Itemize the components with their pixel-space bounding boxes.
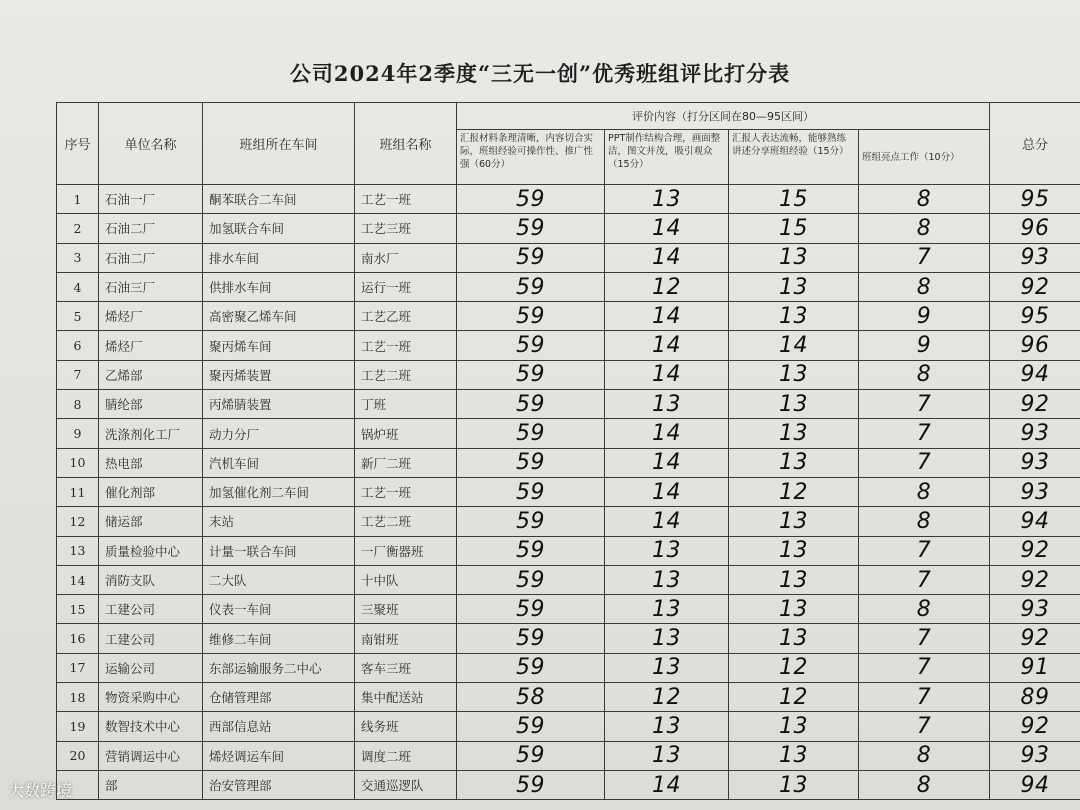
score-material: 59 <box>457 624 605 653</box>
table-row <box>57 712 1080 741</box>
workshop-name: 动力分厂 <box>203 419 355 448</box>
workshop-name: 治安管理部 <box>203 770 355 799</box>
workshop-name: 西部信息站 <box>203 712 355 741</box>
score-total: 92 <box>990 536 1080 565</box>
score-highlight: 7 <box>859 712 990 741</box>
score-total: 93 <box>990 419 1080 448</box>
score-ppt: 13 <box>605 185 729 214</box>
watermark: 大数跨境 <box>8 781 73 800</box>
header-criterion-3: 汇报人表达流畅，能够熟练讲述分享班组经验（15分） <box>729 130 859 185</box>
table-row <box>57 448 1080 477</box>
score-presenter: 13 <box>729 360 859 389</box>
unit-name: 营销调运中心 <box>99 741 203 770</box>
table-row <box>57 595 1080 624</box>
table-row <box>57 185 1080 214</box>
table-row <box>57 360 1080 389</box>
score-ppt: 14 <box>605 360 729 389</box>
team-name: 锅炉班 <box>355 419 457 448</box>
score-highlight: 7 <box>859 624 990 653</box>
header-total: 总分 <box>990 103 1080 185</box>
score-material: 59 <box>457 507 605 536</box>
table-row <box>57 507 1080 536</box>
team-name: 工艺二班 <box>355 507 457 536</box>
team-name: 南水厂 <box>355 243 457 272</box>
score-material: 59 <box>457 360 605 389</box>
score-presenter: 13 <box>729 272 859 301</box>
row-no: 14 <box>57 565 99 594</box>
row-no: 4 <box>57 272 99 301</box>
score-total: 93 <box>990 243 1080 272</box>
score-total: 94 <box>990 507 1080 536</box>
table-row <box>57 624 1080 653</box>
score-highlight: 8 <box>859 595 990 624</box>
score-presenter: 13 <box>729 419 859 448</box>
score-ppt: 14 <box>605 448 729 477</box>
score-total: 96 <box>990 214 1080 243</box>
score-presenter: 13 <box>729 770 859 799</box>
score-total: 95 <box>990 185 1080 214</box>
score-ppt: 14 <box>605 331 729 360</box>
page-title: 公司2024年2季度“三无一创”优秀班组评比打分表 <box>289 61 791 86</box>
workshop-name: 计量一联合车间 <box>203 536 355 565</box>
team-name: 工艺二班 <box>355 360 457 389</box>
row-no: 18 <box>57 683 99 712</box>
table-row <box>57 741 1080 770</box>
workshop-name: 聚丙烯车间 <box>203 331 355 360</box>
team-name: 工艺乙班 <box>355 302 457 331</box>
score-ppt: 14 <box>605 477 729 506</box>
row-no: 1 <box>57 185 99 214</box>
row-no: 11 <box>57 477 99 506</box>
unit-name: 部 <box>99 770 203 799</box>
team-name: 一厂衡器班 <box>355 536 457 565</box>
score-total: 93 <box>990 477 1080 506</box>
score-material: 59 <box>457 214 605 243</box>
table-row <box>57 536 1080 565</box>
score-highlight: 8 <box>859 507 990 536</box>
score-ppt: 13 <box>605 390 729 419</box>
score-highlight: 7 <box>859 565 990 594</box>
score-presenter: 12 <box>729 653 859 682</box>
team-name: 交通巡逻队 <box>355 770 457 799</box>
score-ppt: 13 <box>605 536 729 565</box>
unit-name: 储运部 <box>99 507 203 536</box>
score-material: 59 <box>457 477 605 506</box>
score-presenter: 14 <box>729 331 859 360</box>
row-no: 20 <box>57 741 99 770</box>
row-no: 6 <box>57 331 99 360</box>
score-presenter: 15 <box>729 214 859 243</box>
score-material: 59 <box>457 536 605 565</box>
team-name: 新厂二班 <box>355 448 457 477</box>
table-row <box>57 214 1080 243</box>
score-ppt: 13 <box>605 595 729 624</box>
score-highlight: 8 <box>859 770 990 799</box>
score-highlight: 8 <box>859 185 990 214</box>
score-presenter: 15 <box>729 185 859 214</box>
workshop-name: 汽机车间 <box>203 448 355 477</box>
score-total: 94 <box>990 770 1080 799</box>
score-ppt: 13 <box>605 653 729 682</box>
workshop-name: 酮苯联合二车间 <box>203 185 355 214</box>
score-presenter: 13 <box>729 565 859 594</box>
row-no: 15 <box>57 595 99 624</box>
table-row <box>57 770 1080 799</box>
unit-name: 洗涤剂化工厂 <box>99 419 203 448</box>
workshop-name: 丙烯腈装置 <box>203 390 355 419</box>
score-ppt: 13 <box>605 565 729 594</box>
score-material: 59 <box>457 331 605 360</box>
score-highlight: 8 <box>859 214 990 243</box>
score-highlight: 7 <box>859 419 990 448</box>
score-material: 59 <box>457 741 605 770</box>
workshop-name: 维修二车间 <box>203 624 355 653</box>
score-ppt: 13 <box>605 624 729 653</box>
score-ppt: 12 <box>605 683 729 712</box>
workshop-name: 仪表一车间 <box>203 595 355 624</box>
unit-name: 石油二厂 <box>99 214 203 243</box>
score-material: 59 <box>457 302 605 331</box>
score-ppt: 14 <box>605 214 729 243</box>
workshop-name: 仓储管理部 <box>203 683 355 712</box>
table-row <box>57 390 1080 419</box>
workshop-name: 加氢联合车间 <box>203 214 355 243</box>
unit-name: 数智技术中心 <box>99 712 203 741</box>
workshop-name: 加氢催化剂二车间 <box>203 477 355 506</box>
team-name: 客车三班 <box>355 653 457 682</box>
header-team: 班组名称 <box>355 103 457 185</box>
unit-name: 催化剂部 <box>99 477 203 506</box>
team-name: 运行一班 <box>355 272 457 301</box>
score-material: 59 <box>457 653 605 682</box>
score-highlight: 7 <box>859 243 990 272</box>
score-material: 59 <box>457 448 605 477</box>
score-material: 58 <box>457 683 605 712</box>
score-material: 59 <box>457 272 605 301</box>
header-workshop: 班组所在车间 <box>203 103 355 185</box>
unit-name: 质量检验中心 <box>99 536 203 565</box>
score-ppt: 14 <box>605 770 729 799</box>
score-ppt: 14 <box>605 243 729 272</box>
score-presenter: 13 <box>729 448 859 477</box>
score-total: 93 <box>990 741 1080 770</box>
team-name: 南钳班 <box>355 624 457 653</box>
team-name: 集中配送站 <box>355 683 457 712</box>
unit-name: 运输公司 <box>99 653 203 682</box>
workshop-name: 高密聚乙烯车间 <box>203 302 355 331</box>
header-no: 序号 <box>57 103 99 185</box>
unit-name: 热电部 <box>99 448 203 477</box>
score-material: 59 <box>457 770 605 799</box>
unit-name: 消防支队 <box>99 565 203 594</box>
score-ppt: 13 <box>605 712 729 741</box>
score-presenter: 13 <box>729 536 859 565</box>
header-criterion-2: PPT制作结构合理，画面整洁，图文并茂，吸引观众（15分） <box>605 130 729 185</box>
team-name: 三聚班 <box>355 595 457 624</box>
table-row <box>57 477 1080 506</box>
score-total: 95 <box>990 302 1080 331</box>
team-name: 线务班 <box>355 712 457 741</box>
workshop-name: 二大队 <box>203 565 355 594</box>
unit-name: 腈纶部 <box>99 390 203 419</box>
score-highlight: 7 <box>859 683 990 712</box>
score-total: 92 <box>990 390 1080 419</box>
row-no: 3 <box>57 243 99 272</box>
row-no: 12 <box>57 507 99 536</box>
score-material: 59 <box>457 595 605 624</box>
row-no: 9 <box>57 419 99 448</box>
team-name: 工艺一班 <box>355 477 457 506</box>
team-name: 十中队 <box>355 565 457 594</box>
score-highlight: 8 <box>859 272 990 301</box>
score-total: 92 <box>990 565 1080 594</box>
unit-name: 乙烯部 <box>99 360 203 389</box>
workshop-name: 末站 <box>203 507 355 536</box>
score-ppt: 13 <box>605 741 729 770</box>
header-unit: 单位名称 <box>99 103 203 185</box>
row-no: 13 <box>57 536 99 565</box>
unit-name: 物资采购中心 <box>99 683 203 712</box>
score-total: 94 <box>990 360 1080 389</box>
score-total: 92 <box>990 712 1080 741</box>
team-name: 工艺三班 <box>355 214 457 243</box>
team-name: 工艺一班 <box>355 331 457 360</box>
score-highlight: 9 <box>859 331 990 360</box>
team-name: 工艺一班 <box>355 185 457 214</box>
score-presenter: 13 <box>729 712 859 741</box>
row-no: 8 <box>57 390 99 419</box>
row-no: 7 <box>57 360 99 389</box>
row-no: 10 <box>57 448 99 477</box>
score-presenter: 13 <box>729 741 859 770</box>
table-row <box>57 653 1080 682</box>
team-name: 调度二班 <box>355 741 457 770</box>
header-row-group <box>57 103 1080 130</box>
header-criterion-4: 班组亮点工作（10分） <box>859 130 990 185</box>
table-row <box>57 419 1080 448</box>
score-highlight: 9 <box>859 302 990 331</box>
header-eval-group: 评价内容（打分区间在80—95区间） <box>457 103 990 130</box>
score-total: 89 <box>990 683 1080 712</box>
row-no: 5 <box>57 302 99 331</box>
table-body <box>57 185 1080 800</box>
row-no: 2 <box>57 214 99 243</box>
row-no: 17 <box>57 653 99 682</box>
unit-name: 石油一厂 <box>99 185 203 214</box>
score-material: 59 <box>457 712 605 741</box>
table-row <box>57 302 1080 331</box>
score-material: 59 <box>457 185 605 214</box>
unit-name: 烯烃厂 <box>99 302 203 331</box>
score-ppt: 12 <box>605 272 729 301</box>
workshop-name: 东部运输服务二中心 <box>203 653 355 682</box>
table-row <box>57 683 1080 712</box>
score-total: 91 <box>990 653 1080 682</box>
score-highlight: 7 <box>859 390 990 419</box>
score-material: 59 <box>457 419 605 448</box>
score-presenter: 13 <box>729 507 859 536</box>
score-highlight: 8 <box>859 477 990 506</box>
table-row <box>57 565 1080 594</box>
table-row <box>57 243 1080 272</box>
score-presenter: 13 <box>729 624 859 653</box>
score-presenter: 13 <box>729 595 859 624</box>
table-row <box>57 272 1080 301</box>
score-total: 92 <box>990 272 1080 301</box>
score-ppt: 14 <box>605 507 729 536</box>
score-table <box>56 102 1080 800</box>
workshop-name: 排水车间 <box>203 243 355 272</box>
workshop-name: 烯烃调运车间 <box>203 741 355 770</box>
table-row <box>57 331 1080 360</box>
team-name: 丁班 <box>355 390 457 419</box>
unit-name: 石油三厂 <box>99 272 203 301</box>
score-highlight: 7 <box>859 536 990 565</box>
score-total: 93 <box>990 448 1080 477</box>
row-no: 19 <box>57 712 99 741</box>
unit-name: 工建公司 <box>99 595 203 624</box>
score-total: 93 <box>990 595 1080 624</box>
score-highlight: 8 <box>859 741 990 770</box>
score-material: 59 <box>457 243 605 272</box>
header-criterion-1: 汇报材料条理清晰，内容切合实际，班组经验可操作性、推广性强（60分） <box>457 130 605 185</box>
row-no: 16 <box>57 624 99 653</box>
unit-name: 工建公司 <box>99 624 203 653</box>
score-presenter: 13 <box>729 302 859 331</box>
score-material: 59 <box>457 390 605 419</box>
score-ppt: 14 <box>605 419 729 448</box>
unit-name: 石油二厂 <box>99 243 203 272</box>
score-total: 96 <box>990 331 1080 360</box>
score-presenter: 12 <box>729 477 859 506</box>
score-material: 59 <box>457 565 605 594</box>
score-total: 92 <box>990 624 1080 653</box>
score-presenter: 13 <box>729 243 859 272</box>
unit-name: 烯烃厂 <box>99 331 203 360</box>
score-presenter: 12 <box>729 683 859 712</box>
score-ppt: 14 <box>605 302 729 331</box>
score-presenter: 13 <box>729 390 859 419</box>
score-highlight: 8 <box>859 360 990 389</box>
score-highlight: 7 <box>859 653 990 682</box>
workshop-name: 供排水车间 <box>203 272 355 301</box>
score-highlight: 7 <box>859 448 990 477</box>
workshop-name: 聚丙烯装置 <box>203 360 355 389</box>
